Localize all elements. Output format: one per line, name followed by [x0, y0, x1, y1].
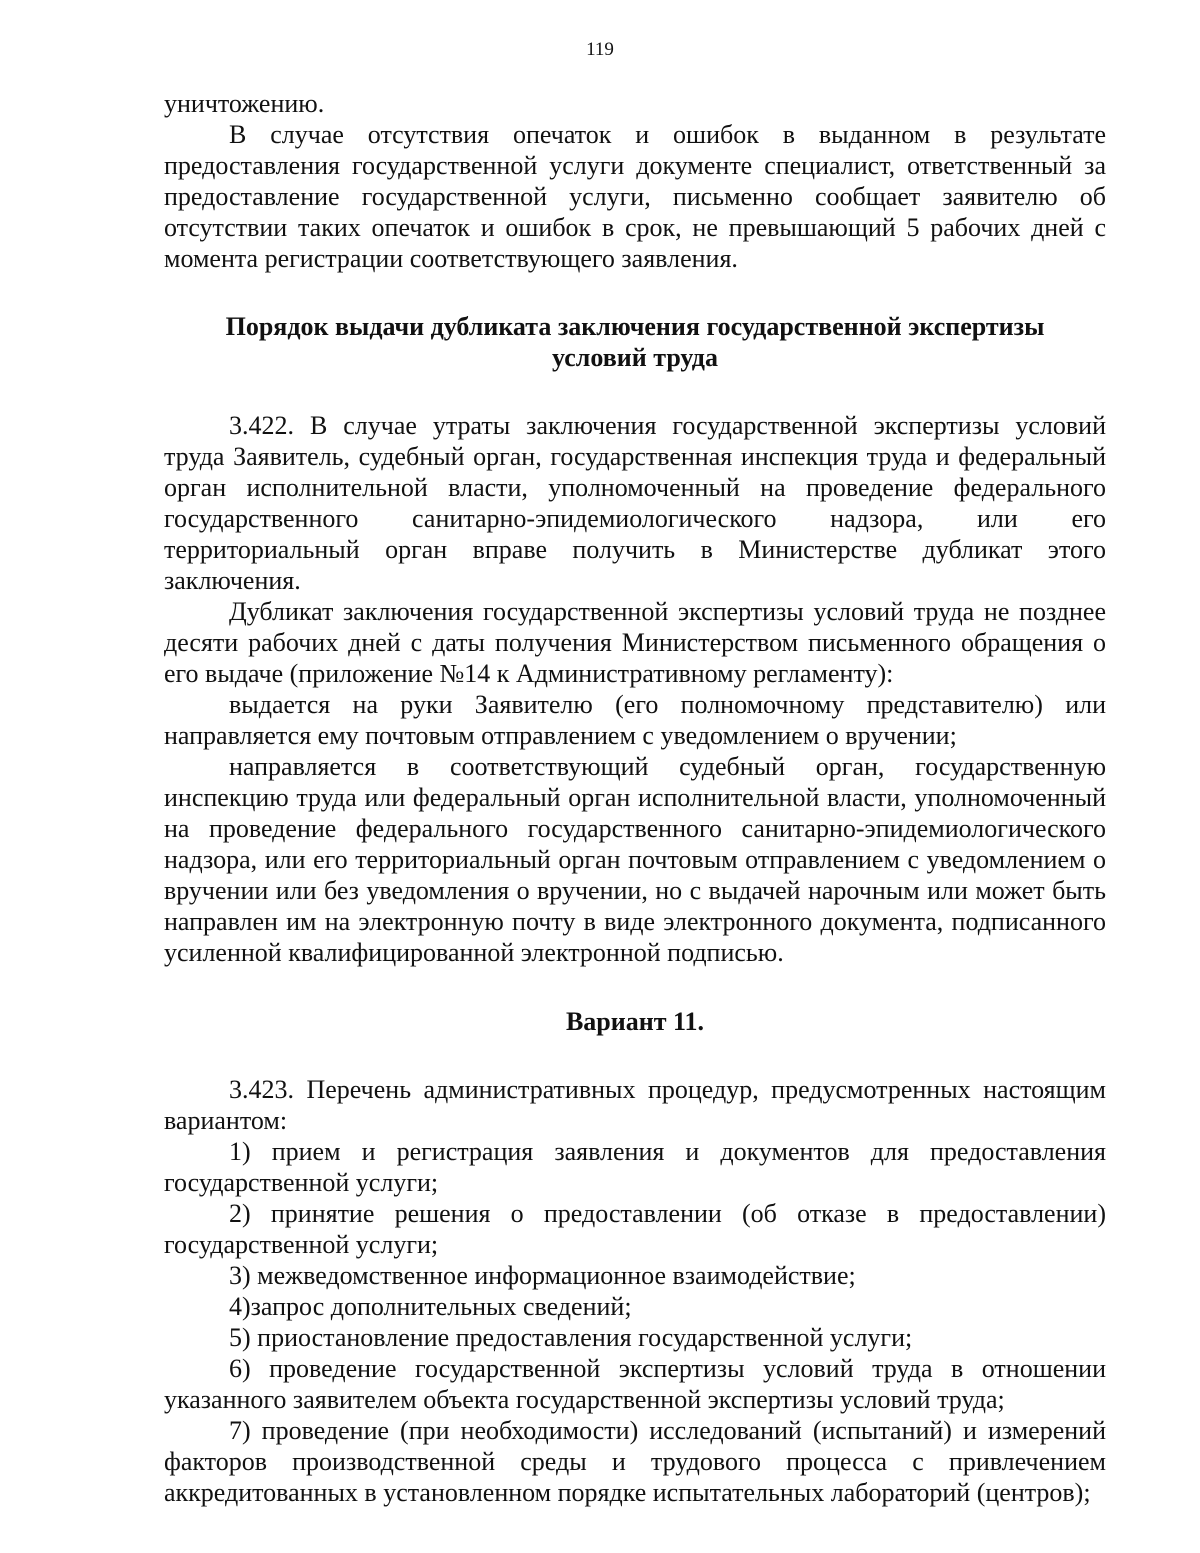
- paragraph-duplicate-deadline: Дубликат заключения государственной экспертизы условий труда не позднее десяти рабочих дней с даты получения Министерством письменного обращения о его выдаче (приложение №14 к Административному регламенту):: [164, 597, 1106, 688]
- section-heading-duplicate: [164, 311, 1106, 373]
- section-heading-line-2: условий труда: [552, 343, 718, 372]
- paragraph-no-errors: В случае отсутствия опечаток и ошибок в выданном в результате предоставления государственной услуги документе специалист, ответственный за предоставление государственной услуги, письменно сообщает заявителю об отсутствии таких опечаток и ошибок в срок, не превышающий 5 рабочих дней с момента регистрации соответствующего заявления.: [164, 120, 1106, 273]
- list-item: 5) приостановление предоставления государственной услуги;: [229, 1323, 913, 1352]
- paragraph-issued-by-hand: выдается на руки Заявителю (его полномочному представителю) или направляется ему почтовым отправлением с уведомлением о вручении;: [164, 690, 1106, 750]
- page-number: 119: [586, 39, 614, 60]
- list-item: 1) прием и регистрация заявления и документов для предоставления государственной услуги;: [164, 1137, 1106, 1197]
- paragraph-continuation: уничтожению.: [164, 89, 325, 118]
- document-body: [164, 88, 1106, 1508]
- list-item: 2) принятие решения о предоставлении (об отказе в предоставлении) государственной услуги;: [164, 1199, 1106, 1259]
- list-item: 7) проведение (при необходимости) исследований (испытаний) и измерений факторов производственной среды и трудового процесса с привлечением аккредитованных в установленном порядке испытательных лабораторий (центров);: [164, 1416, 1106, 1507]
- paragraph-3-423: 3.423. Перечень административных процедур, предусмотренных настоящим вариантом:: [164, 1075, 1106, 1135]
- paragraph-3-422: 3.422. В случае утраты заключения государственной экспертизы условий труда Заявитель, судебный орган, государственная инспекция труда и федеральный орган исполнительной власти, уполномоченный на проведение федерального государственного санитарно-эпидемиологического надзора, или его территориальный орган вправе получить в Министерстве дубликат этого заключения.: [164, 411, 1106, 595]
- section-heading-line-1: Порядок выдачи дубликата заключения государственной экспертизы: [225, 312, 1045, 341]
- list-item: 3) межведомственное информационное взаимодействие;: [229, 1261, 856, 1290]
- paragraph-sent-to-authority: направляется в соответствующий судебный орган, государственную инспекцию труда или федеральный орган исполнительной власти, уполномоченный на проведение федерального государственного санитарно-эпидемиологического надзора, или его территориальный орган почтовым отправлением с уведомлением о вручении или без уведомления о вручении, но с выдачей нарочным или может быть направлен им на электронную почту в виде электронного документа, подписанного усиленной квалифицированной электронной подписью.: [164, 752, 1106, 967]
- list-item: 6) проведение государственной экспертизы условий труда в отношении указанного заявителем объекта государственной экспертизы условий труда;: [164, 1354, 1106, 1414]
- list-item: 4)запрос дополнительных сведений;: [229, 1292, 632, 1321]
- variant-heading: Вариант 11.: [565, 1007, 705, 1036]
